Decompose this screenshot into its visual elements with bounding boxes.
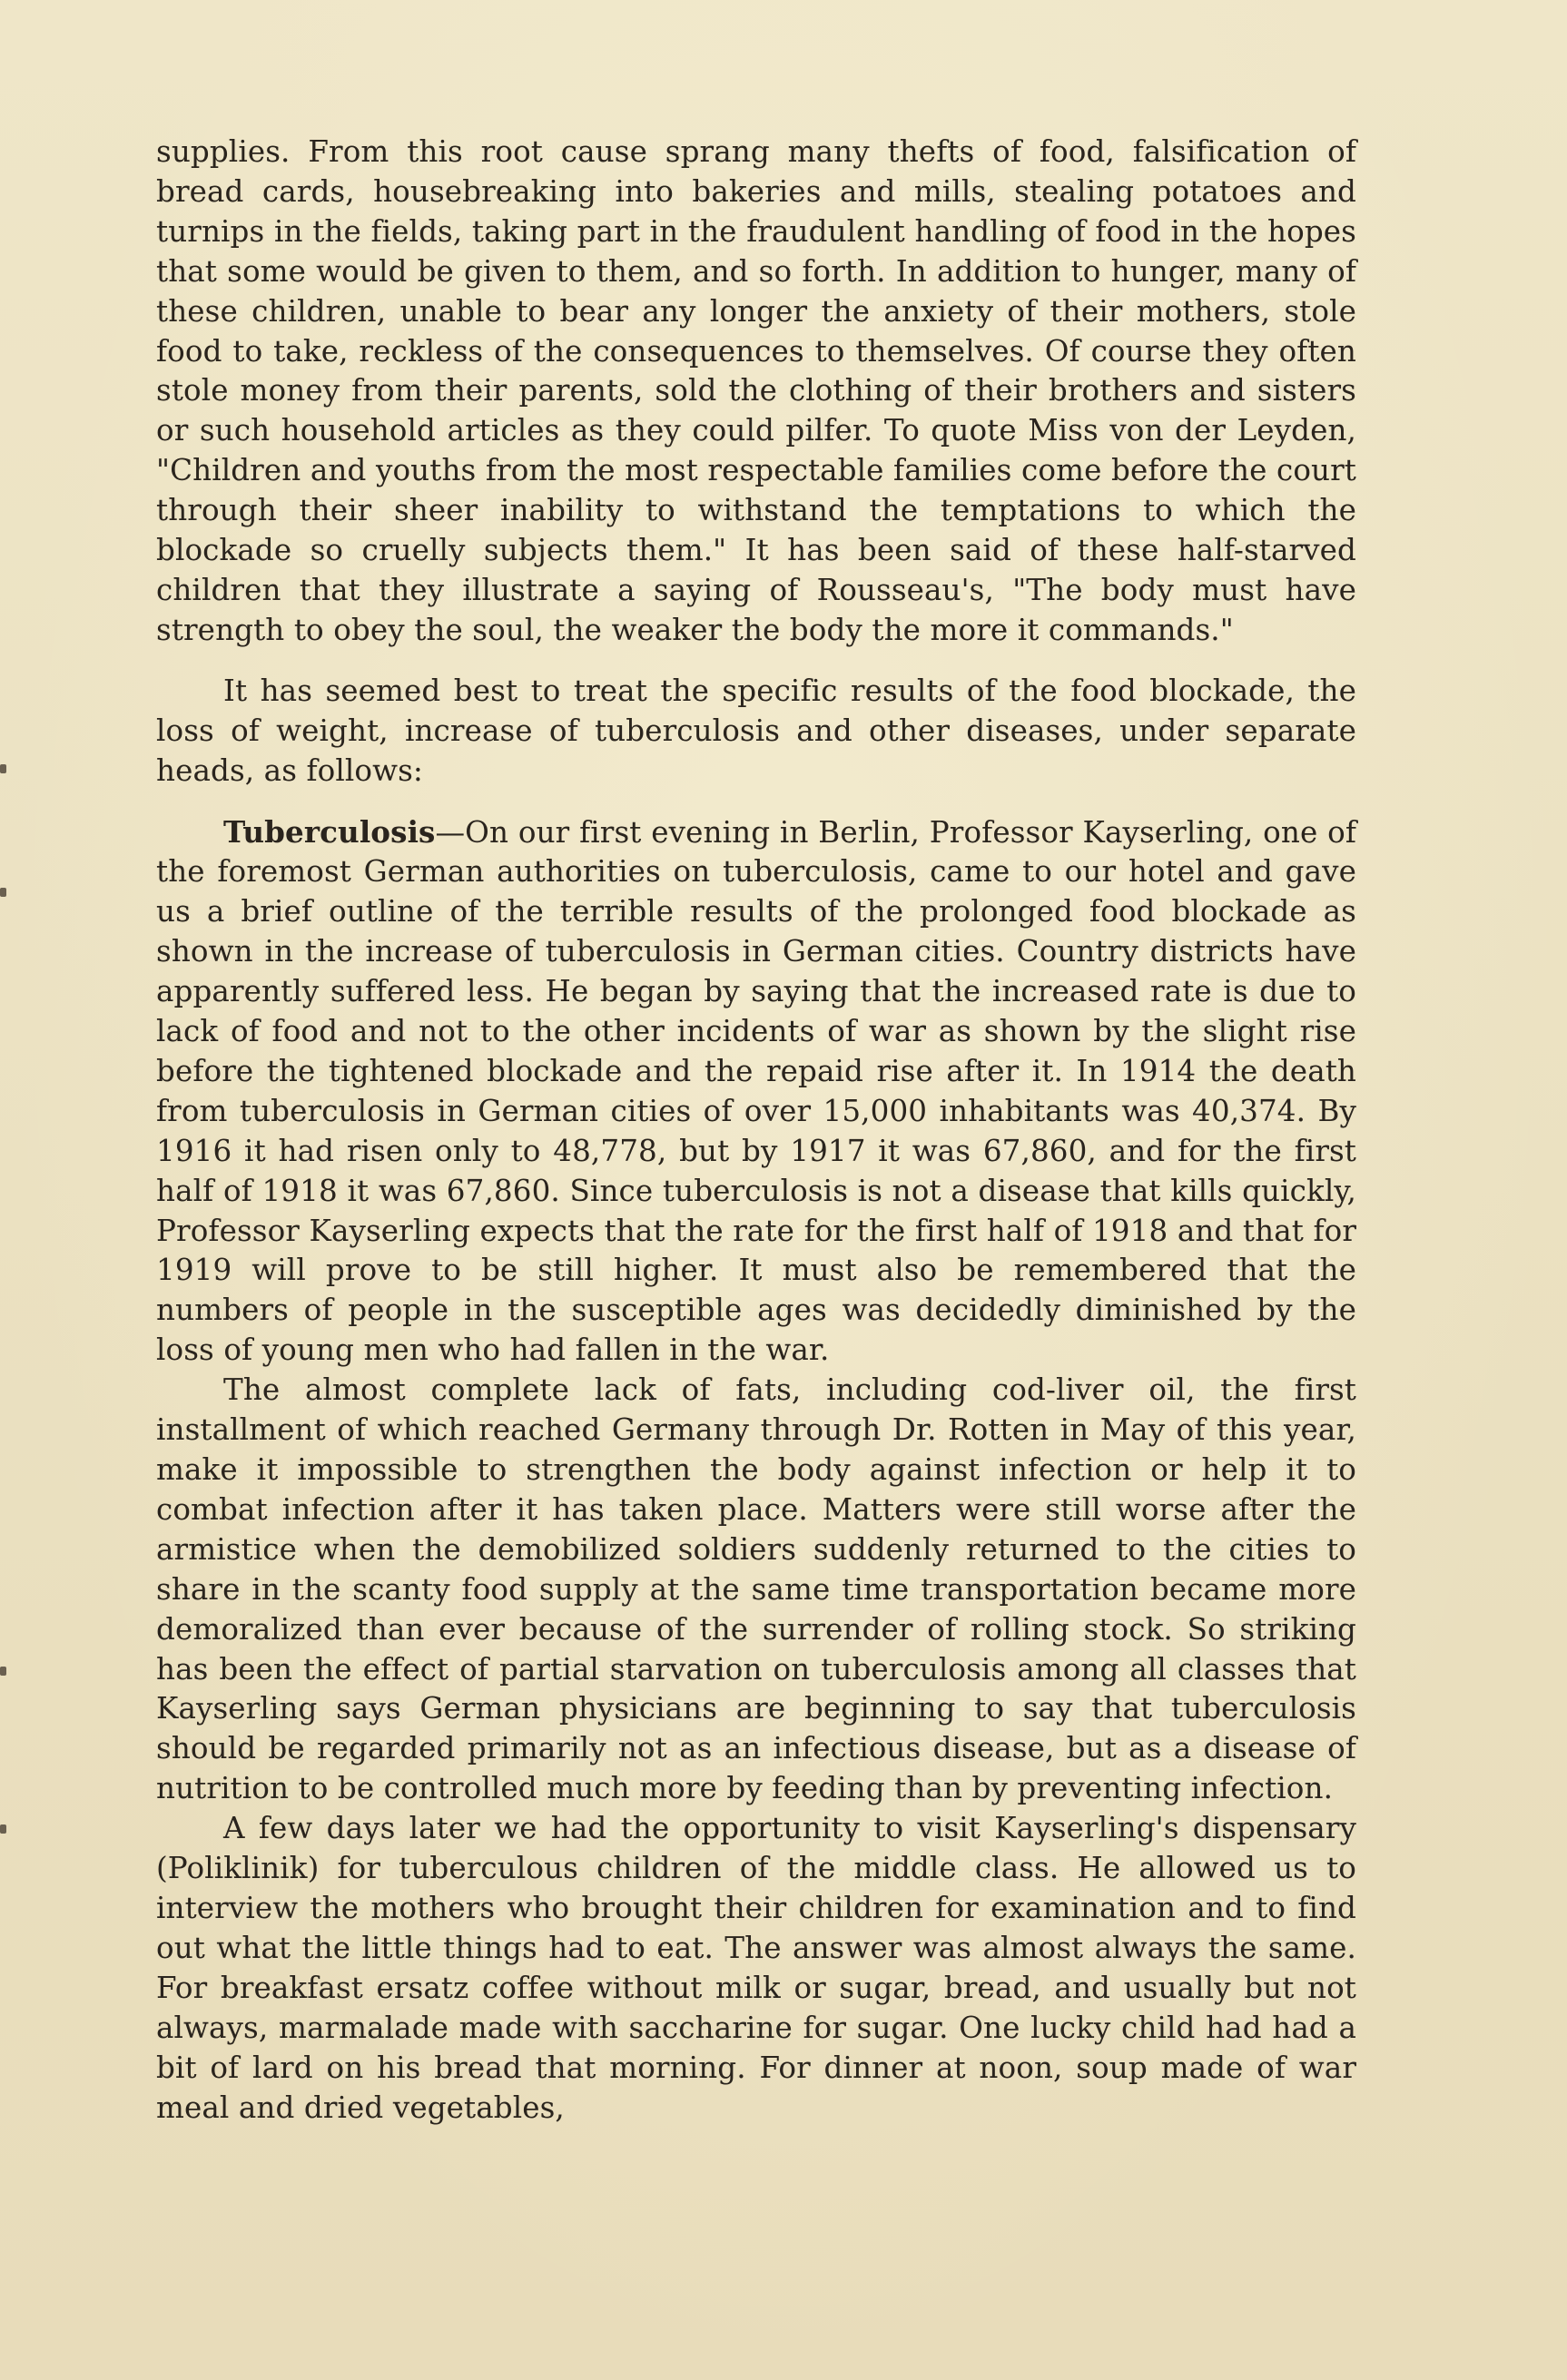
body-text (156, 133, 1356, 2128)
section-heading-tuberculosis: Tuberculosis (223, 813, 436, 850)
margin-mark (0, 764, 6, 773)
paragraph-tuberculosis (156, 812, 1356, 1372)
margin-mark (0, 888, 6, 897)
paragraph-supplies: supplies. From this root cause sprang many thefts of food, falsification of bread cards, housebreaking into bakeries and mills, stealing potatoes and turnips in the fields, taking part in the fraudulent handling of food in the hopes that some would be given to them, and so forth. In addition to hunger, many of these children, unable to bear any longer the anxiety of their mothers, stole food to take, reckless of the consequences to themselves. Of course they often stole money from their parents, sold the clothing of their brothers and sisters or such household articles as they could pilfer. To quote Miss von der Leyden, "Children and youths from the most respectable families come before the court through their sheer inability to withstand the temptations to which the blockade so cruelly subjects them." It has been said of these half-starved children that they illustrate a saying of Rousseau's, "The body must have strength to obey the soul, the weaker the body the more it commands." (156, 134, 1356, 647)
paragraph-dispensary: A few days later we had the opportunity to visit Kayserling's dispensary (Poliklinik) for tuberculous children of the middle class. He allowed us to interview the mothers who brought their children for examination and to find out what the little things had to eat. The answer was almost always the same. For breakfast ersatz coffee without milk or sugar, bread, and usually but not always, marmalade made with saccharine for sugar. One lucky child had had a bit of lard on his bread that morning. For dinner at noon, soup made of war meal and dried vegetables, (156, 1811, 1356, 2125)
margin-mark (0, 1667, 6, 1676)
paragraph-specific-results: It has seemed best to treat the specific results of the food blockade, the loss of weight, increase of tuberculosis and other diseases, under separate heads, as follows: (156, 673, 1356, 788)
paragraph-tuberculosis-body: —On our first evening in Berlin, Professor Kayserling, one of the foremost German authorities on tuberculosis, came to our hotel and gave us a brief outline of the terrible results of the prolonged food blockade as shown in the increase of tuberculosis in German cities. Country districts have apparently suffered less. He began by saying that the increased rate is due to lack of food and not to the other incidents of war as shown by the slight rise before the tightened blockade and the repaid rise after it. In 1914 the death from tuberculosis in German cities of over 15,000 inhabitants was 40,374. By 1916 it had risen only to 48,778, but by 1917 it was 67,860, and for the first half of 1918 it was 67,860. Since tuberculosis is not a disease that kills quickly, Professor Kayserling expects that the rate for the first half of 1918 and that for 1919 will prove to be still higher. It must also be remembered that the numbers of people in the susceptible ages was decidedly diminished by the loss of young men who had fallen in the war. (156, 814, 1356, 1368)
margin-mark (0, 1824, 6, 1834)
paragraph-fats: The almost complete lack of fats, including cod-liver oil, the first installment of which reached Germany through Dr. Rotten in May of this year, make it impossible to strengthen the body against infection or help it to combat infection after it has taken place. Matters were still worse after the armistice when the demobilized soldiers suddenly returned to the cities to share in the scanty food supply at the same time transportation became more demoralized than ever because of the surrender of rolling stock. So striking has been the effect of partial starvation on tuberculosis among all classes that Kayserling says German physicians are beginning to say that tuberculosis should be regarded primarily not as an infectious disease, but as a disease of nutrition to be controlled much more by feeding than by preventing infection. (156, 1372, 1356, 1806)
